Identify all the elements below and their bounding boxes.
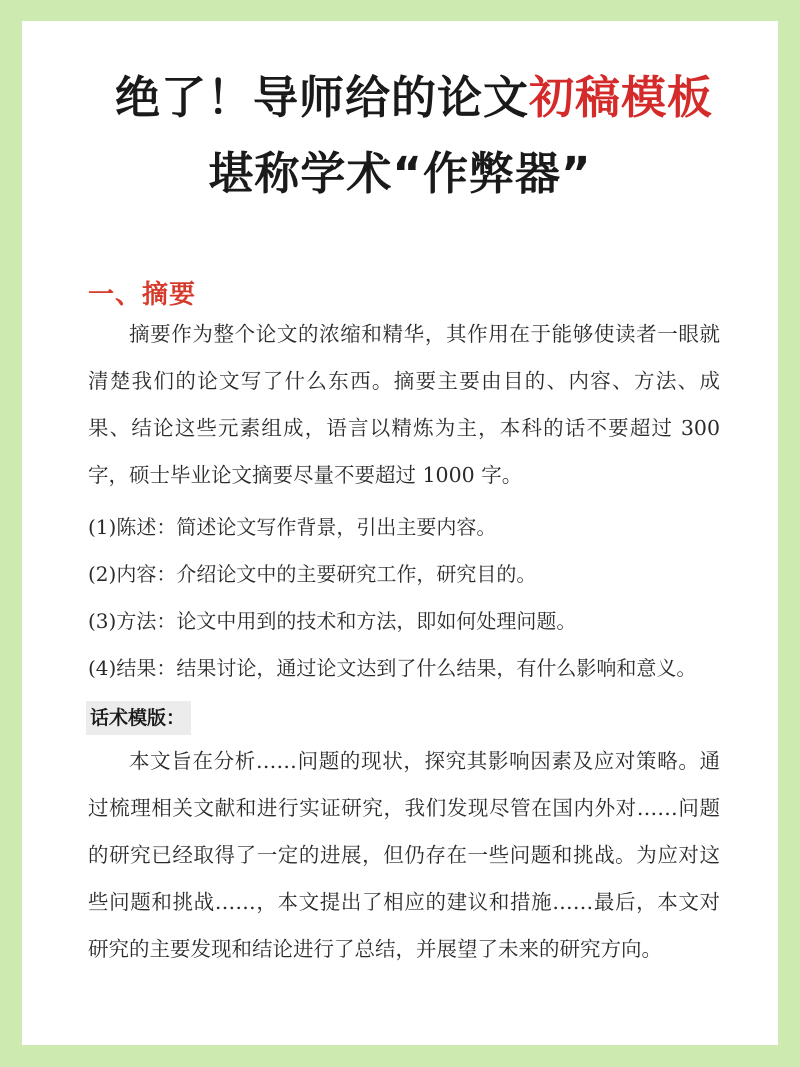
- template-label: 话术模版：: [86, 701, 191, 735]
- title-main-text: 绝了！导师给的论文: [114, 71, 529, 124]
- template-paragraph: 本文旨在分析……问题的现状，探究其影响因素及应对策略。通过梳理相关文献和进行实证研究，我们发现尽管在国内外对……问题的研究已经取得了一定的进展，但仍存在一些问题和挑战。为应对这些问题和挑战……，本文提出了相应的建议和措施……最后，本文对研究的主要发现和结论进行了总结，并展望了未来的研究方向。: [88, 749, 720, 961]
- section-heading: 一、摘要: [88, 280, 197, 310]
- list-item-result: (4)结果：结果讨论，通过论文达到了什么结果，有什么影响和意义。: [88, 656, 697, 680]
- list-item-content: (2)内容：介绍论文中的主要研究工作，研究目的。: [88, 562, 537, 586]
- intro-paragraph: 摘要作为整个论文的浓缩和精华，其作用在于能够使读者一眼就清楚我们的论文写了什么东西。摘要主要由目的、内容、方法、成果、结论这些元素组成，语言以精炼为主，本科的话不要超过 300 字，硕士毕业论文摘要尽量不要超过 1000 字。: [88, 322, 720, 487]
- title-accent-text: 初稿模板: [529, 71, 714, 124]
- document-page: [22, 21, 778, 1045]
- page-title-line-1: [22, 61, 778, 126]
- page-title-line-2: 堪称学术“作弊器”: [208, 147, 592, 200]
- summary-element-list: [88, 504, 738, 692]
- list-item-statement: (1)陈述：简述论文写作背景，引出主要内容。: [88, 515, 497, 539]
- list-item-method: (3)方法：论文中用到的技术和方法，即如何处理问题。: [88, 609, 577, 633]
